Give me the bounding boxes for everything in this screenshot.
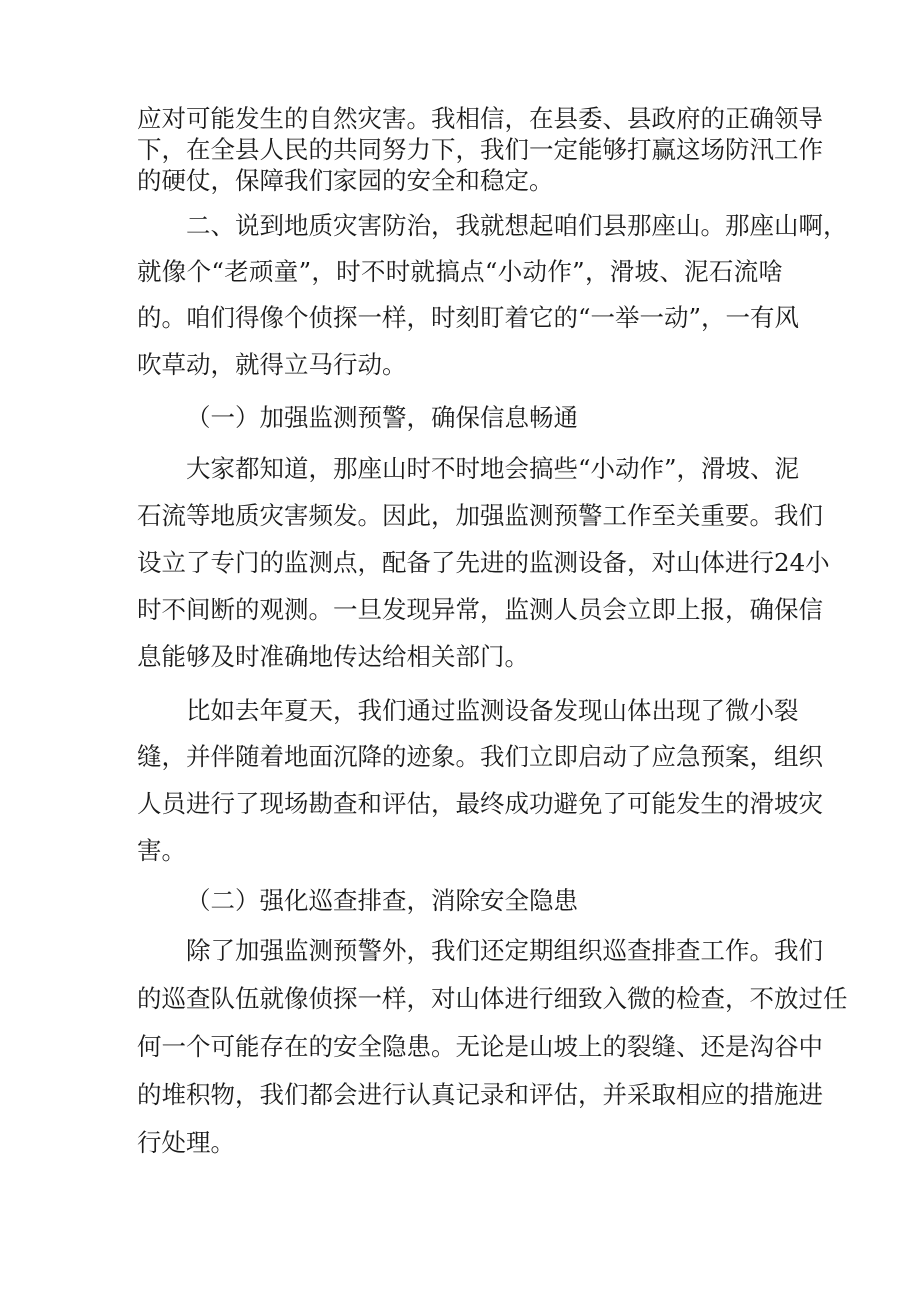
paragraph-line: 二、说到地质灾害防治，我就想起咱们县那座山。那座山啊， [186,211,848,240]
paragraph-line: 设立了专门的监测点，配备了先进的监测设备，对山体进行24小 [137,548,830,577]
paragraph-line: 应对可能发生的自然灾害。我相信，在县委、县政府的正确领导 [137,104,823,133]
paragraph-line: 时不间断的观测。一旦发现异常，监测人员会立即上报，确保信 [137,595,823,624]
paragraph-line: 大家都知道，那座山时不时地会搞些“小动作”，滑坡、泥 [186,454,800,483]
paragraph-line: 的巡查队伍就像侦探一样，对山体进行细致入微的检查，不放过任 [137,984,848,1013]
section-heading: （二）强化巡查排查，消除安全隐患 [186,886,578,915]
paragraph-line: 人员进行了现场勘查和评估，最终成功避免了可能发生的滑坡灾 [137,789,823,818]
section-heading: （一）加强监测预警，确保信息畅通 [186,403,578,432]
paragraph-line: 行处理。 [137,1128,235,1157]
paragraph-line: 下，在全县人民的共同努力下，我们一定能够打赢这场防汛工作 [137,135,823,164]
paragraph-line: 害。 [137,836,186,865]
paragraph-line: 吹草动，就得立马行动。 [137,350,407,379]
paragraph-line: 石流等地质灾害频发。因此，加强监测预警工作至关重要。我们 [137,501,823,530]
paragraph-line: 的。咱们得像个侦探一样，时刻盯着它的“一举一动”，一有风 [137,303,800,332]
paragraph-line: 除了加强监测预警外，我们还定期组织巡查排查工作。我们 [186,936,823,965]
paragraph-line: 比如去年夏天，我们通过监测设备发现山体出现了微小裂 [186,696,799,725]
paragraph-line: 缝，并伴随着地面沉降的迹象。我们立即启动了应急预案，组织 [137,742,823,771]
paragraph-line: 的堆积物，我们都会进行认真记录和评估，并采取相应的措施进 [137,1080,823,1109]
paragraph-line: 何一个可能存在的安全隐患。无论是山坡上的裂缝、还是沟谷中 [137,1032,823,1061]
paragraph-line: 息能够及时准确地传达给相关部门。 [137,642,529,671]
paragraph-line: 的硬仗，保障我们家园的安全和稳定。 [137,166,554,195]
paragraph-line: 就像个“老顽童”，时不时就搞点“小动作”，滑坡、泥石流啥 [137,257,783,286]
